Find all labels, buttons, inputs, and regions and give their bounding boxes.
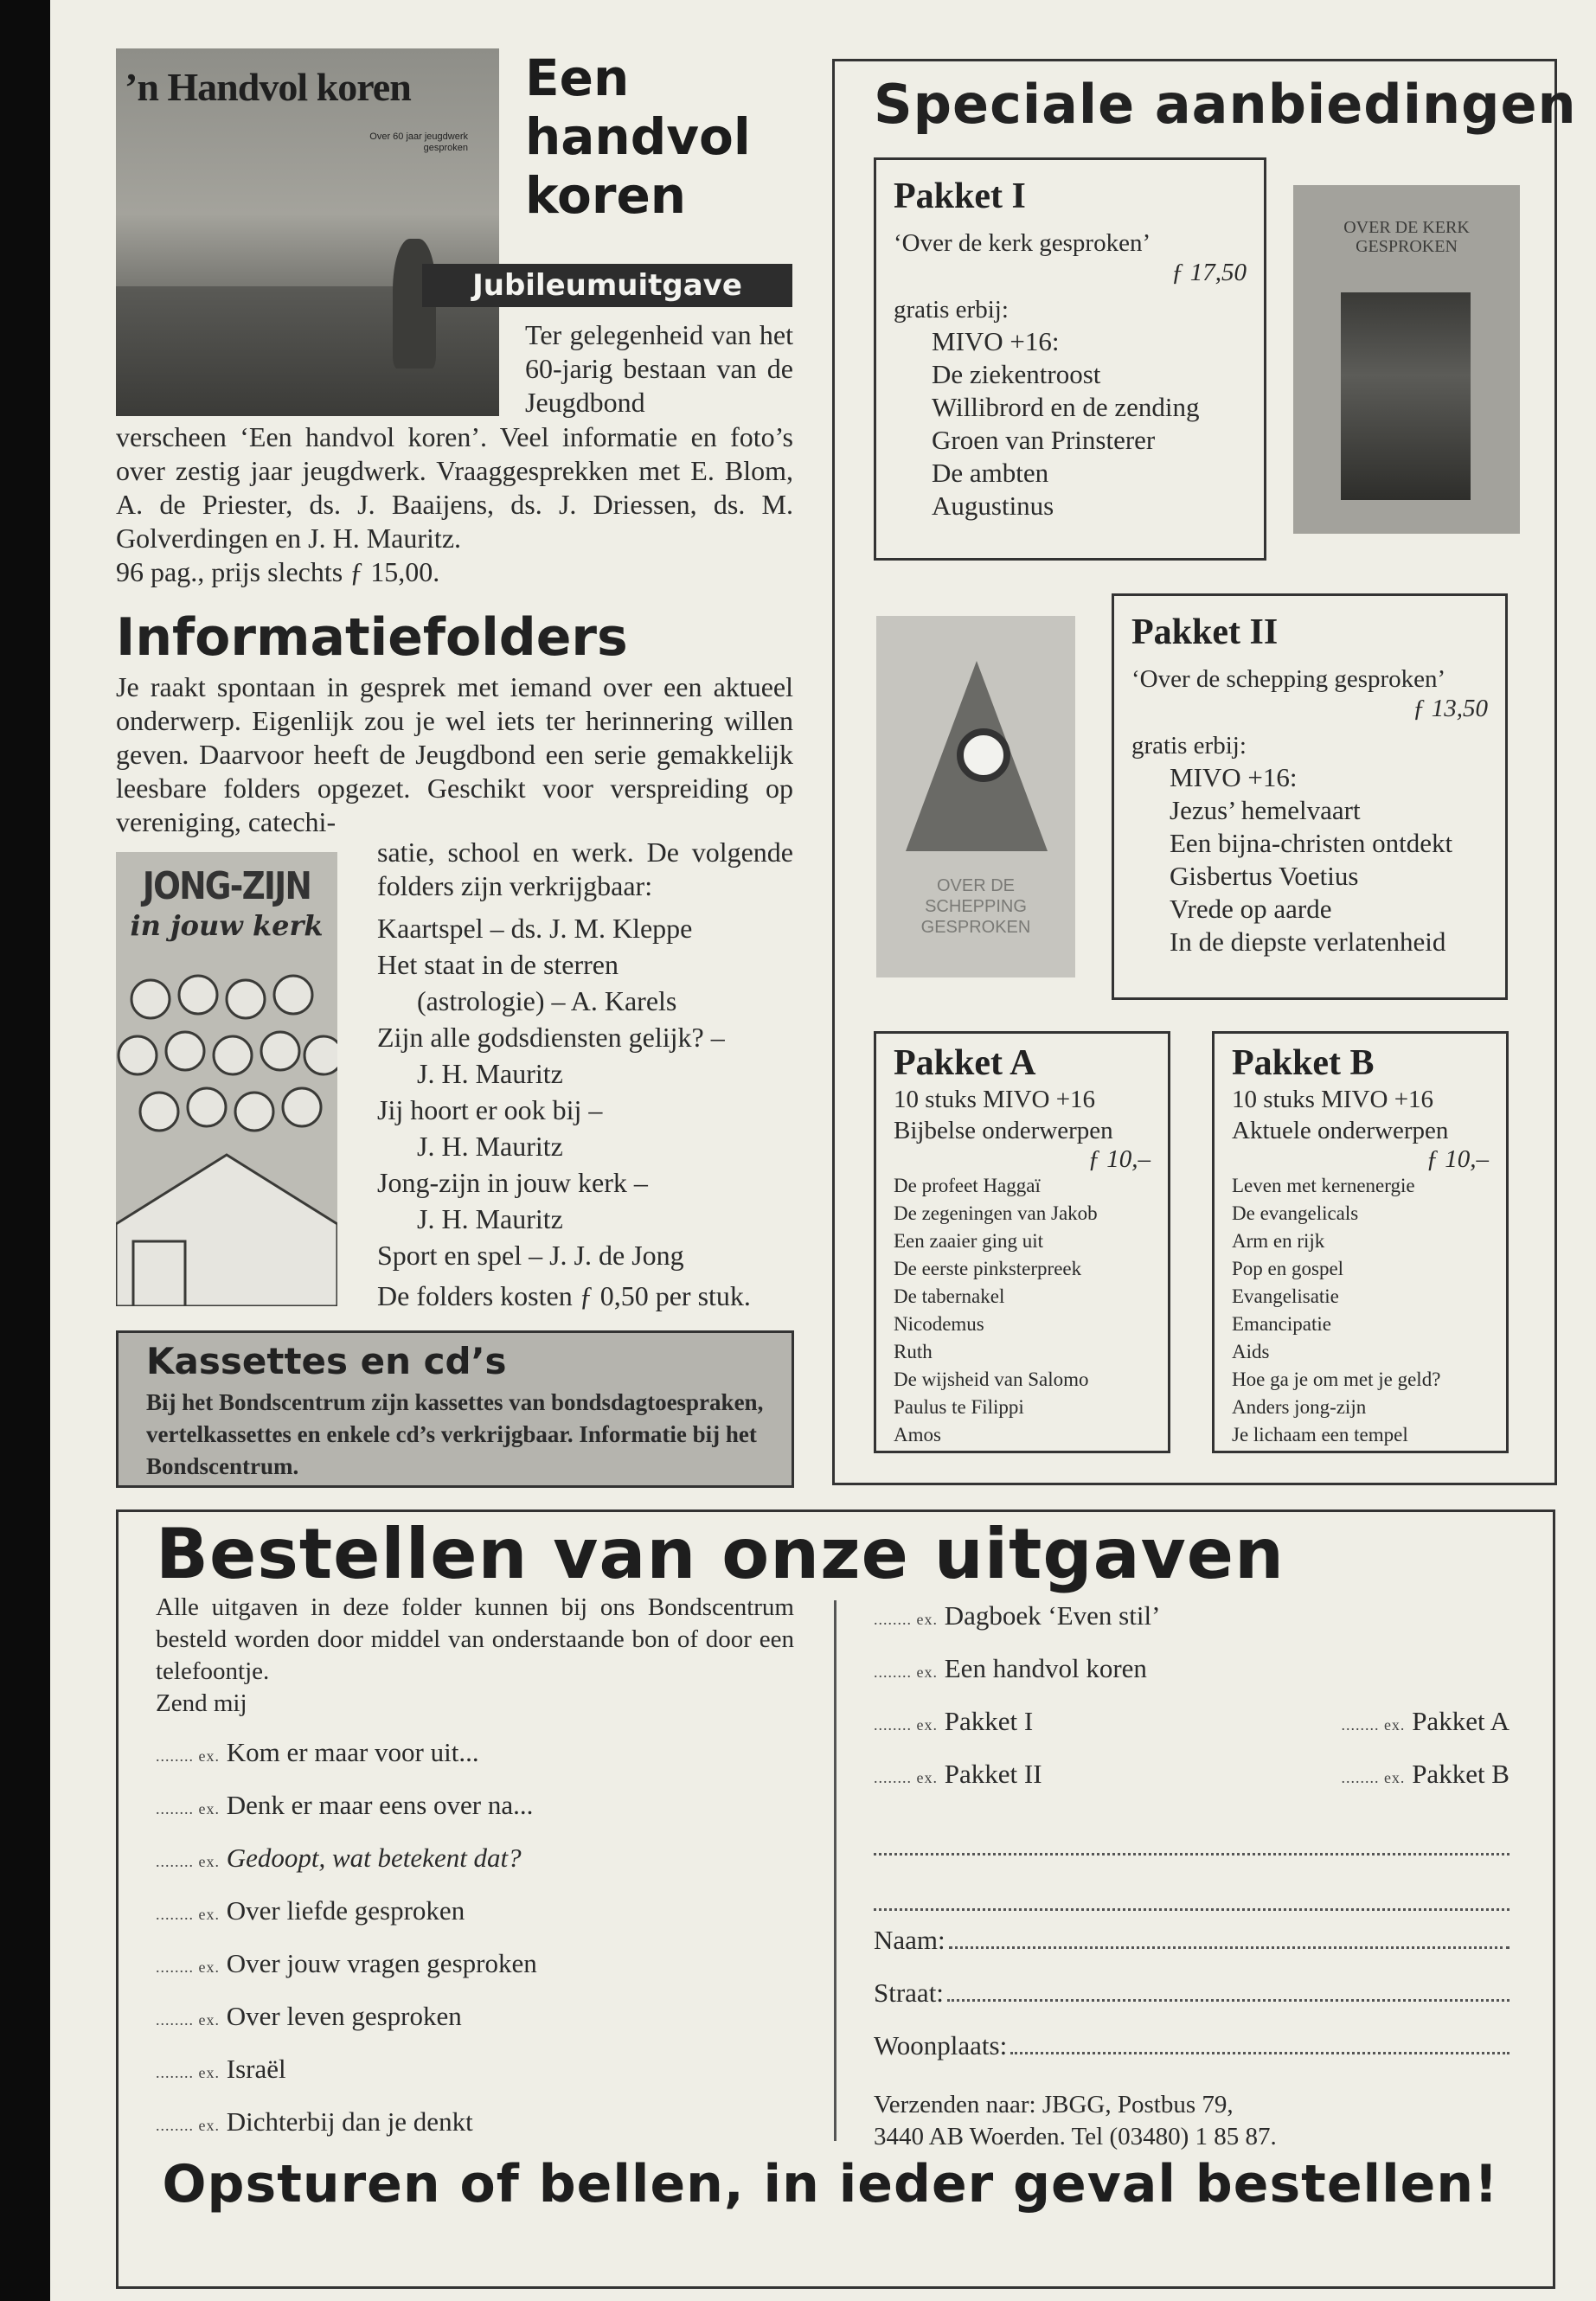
list-item: Anders jong-zijn xyxy=(1232,1396,1367,1418)
cover-schepping-ring xyxy=(957,728,1010,782)
order-item-label: Pakket I xyxy=(944,1706,1034,1736)
pakket-items xyxy=(894,325,1247,522)
pakket-line: 10 stuks MIVO +16 xyxy=(1232,1086,1434,1113)
quantity-field[interactable]: ........ ex. xyxy=(156,1906,220,1923)
quantity-field[interactable]: ........ ex. xyxy=(156,1800,220,1817)
order-item-label: Dichterbij dan je denkt xyxy=(226,2106,473,2137)
pakket-a-box xyxy=(874,1031,1170,1453)
list-item xyxy=(377,1092,793,1164)
list-item: In de diepste verlatenheid xyxy=(1170,926,1446,957)
kassettes-box xyxy=(116,1330,794,1488)
order-row xyxy=(874,1706,1509,1759)
order-pakket-a[interactable] xyxy=(1341,1706,1509,1759)
list-item: Een bijna-christen ontdekt xyxy=(1170,828,1453,858)
list-item: De profeet Haggaï xyxy=(894,1175,1041,1196)
quantity-field[interactable]: ........ ex. xyxy=(156,1958,220,1976)
pakket-line: Bijbelse onderwerpen xyxy=(894,1117,1113,1144)
order-pakket-1[interactable] xyxy=(874,1706,1033,1759)
kassettes-heading: Kassettes en cd’s xyxy=(146,1340,507,1382)
order-item-label: Dagboek ‘Even stil’ xyxy=(944,1600,1161,1631)
kassettes-text: Bij het Bondscentrum zijn kassettes van bondsdagtoespraken, vertelkassettes en enkele cd’s verkrijgbaar. Informatie bij het Bondscentrum. xyxy=(146,1389,764,1479)
jong-zijn-cover xyxy=(116,852,337,1306)
quantity-field[interactable]: ........ ex. xyxy=(1341,1769,1406,1786)
list-item: De evangelicals xyxy=(1232,1202,1359,1224)
address-line: Verzenden naar: JBGG, Postbus 79, xyxy=(874,2091,1234,2118)
informatiefolders-heading: Informatiefolders xyxy=(116,607,628,668)
list-item: Hoe ga je om met je geld? xyxy=(1232,1368,1441,1390)
bestellen-intro-text: Alle uitgaven in deze folder kunnen bij ons Bondscentrum besteld worden door middel van onderstaande bon of door een telefoontje. xyxy=(156,1593,794,1685)
pakket-price: ƒ 17,50 xyxy=(1171,259,1247,286)
pakket-1-box xyxy=(874,157,1266,561)
order-row[interactable] xyxy=(156,2054,796,2106)
quantity-field[interactable]: ........ ex. xyxy=(156,2117,220,2134)
order-row[interactable] xyxy=(156,1737,796,1790)
list-item xyxy=(377,946,793,1019)
column-divider xyxy=(834,1600,836,2141)
list-item: Een zaaier ging uit xyxy=(894,1230,1044,1252)
list-item: De eerste pinksterpreek xyxy=(894,1258,1082,1279)
list-item: Amos xyxy=(894,1424,941,1445)
order-row[interactable] xyxy=(156,1948,796,2001)
pakket-line: Aktuele onderwerpen xyxy=(1232,1117,1449,1144)
handvol-koren-cover xyxy=(116,48,499,416)
quantity-field[interactable]: ........ ex. xyxy=(874,1663,938,1681)
order-form-right xyxy=(874,1600,1509,2153)
cover-kerk-title: OVER DE KERK GESPROKEN xyxy=(1343,218,1470,256)
order-row[interactable] xyxy=(156,1895,796,1948)
list-item: MIVO +16: xyxy=(932,326,1060,356)
list-item xyxy=(377,1019,793,1092)
pakket-2-box xyxy=(1112,593,1508,1000)
order-item-label: Kom er maar voor uit... xyxy=(226,1737,479,1767)
order-item-label: Een handvol koren xyxy=(944,1653,1147,1683)
list-item: Je lichaam een tempel xyxy=(1232,1424,1408,1445)
list-item: MIVO +16: xyxy=(1170,762,1298,792)
pakket-price: ƒ 10,– xyxy=(1426,1145,1489,1173)
jong-cover-subtitle: in jouw kerk xyxy=(130,909,324,942)
jubileum-banner: Jubileumuitgave xyxy=(422,264,792,307)
cover-subtitle: Over 60 jaar jeugdwerk gesproken xyxy=(369,131,468,153)
list-item xyxy=(377,1237,793,1273)
order-call-to-action: Opsturen of bellen, in ieder geval bestellen! xyxy=(162,2154,1499,2214)
pakket-title: ‘Over de schepping gesproken’ xyxy=(1131,665,1446,693)
folder-author: J. H. Mauritz xyxy=(417,1058,563,1089)
list-item: Augustinus xyxy=(932,490,1054,521)
list-item: Leven met kernenergie xyxy=(1232,1175,1415,1196)
pakket-name: Pakket B xyxy=(1232,1043,1375,1083)
quantity-field[interactable]: ........ ex. xyxy=(874,1611,938,1628)
order-row[interactable] xyxy=(156,2106,796,2159)
list-item: De ziekentroost xyxy=(932,359,1101,389)
list-item: Jezus’ hemelvaart xyxy=(1170,795,1361,825)
pakket-items xyxy=(1131,761,1488,958)
informatiefolders-paragraph: Je raakt spontaan in gesprek met iemand over een aktueel onderwerp. Eigenlijk zou je wel iets ter herinnering willen geven. Daarvoor heeft de Jeugdbond een serie gemakkelijk leesbare folders opgezet. Geschikt voor verspreiding op vereniging, catechi- xyxy=(116,671,793,837)
handvol-price: 96 pag., prijs slechts ƒ 15,00. xyxy=(116,556,440,587)
woonplaats-input[interactable] xyxy=(1010,2028,1509,2054)
order-row[interactable] xyxy=(156,2001,796,2054)
list-item: De ambten xyxy=(932,458,1049,488)
quantity-field[interactable]: ........ ex. xyxy=(874,1716,938,1734)
naam-field[interactable] xyxy=(874,1922,1509,1975)
order-pakket-2[interactable] xyxy=(874,1759,1042,1811)
cover-kerk-image xyxy=(1341,292,1471,500)
over-de-schepping-cover xyxy=(876,616,1075,977)
folder-title: Jij hoort er ook bij – xyxy=(377,1094,603,1125)
quantity-field[interactable]: ........ ex. xyxy=(156,2011,220,2029)
send-address xyxy=(874,2089,1509,2153)
list-item: De wijsheid van Salomo xyxy=(894,1368,1089,1390)
zend-mij-label: Zend mij xyxy=(156,1689,247,1717)
quantity-field[interactable]: ........ ex. xyxy=(874,1769,938,1786)
list-item: Gisbertus Voetius xyxy=(1170,861,1359,891)
list-item: De zegeningen van Jakob xyxy=(894,1202,1098,1224)
folder-title: Kaartspel – ds. J. M. Kleppe xyxy=(377,913,693,944)
address-line: 3440 AB Woerden. Tel (03480) 1 85 87. xyxy=(874,2123,1277,2150)
order-item-label: Israël xyxy=(226,2054,286,2084)
folder-title: Jong-zijn in jouw kerk – xyxy=(377,1167,648,1198)
straat-label: Straat: xyxy=(874,1977,944,2008)
order-form-left xyxy=(156,1737,796,2159)
woonplaats-label: Woonplaats: xyxy=(874,2030,1008,2061)
straat-field[interactable] xyxy=(874,1975,1509,2028)
list-item: De tabernakel xyxy=(894,1285,1005,1307)
handvol-description xyxy=(116,420,793,589)
cover-schepping-title: OVER DE SCHEPPING GESPROKEN xyxy=(920,876,1031,937)
list-item: Ruth xyxy=(894,1341,933,1362)
order-item-label: Pakket II xyxy=(944,1759,1042,1789)
order-row[interactable] xyxy=(874,1653,1509,1706)
order-row xyxy=(874,1759,1509,1811)
order-item-label: Over jouw vragen gesproken xyxy=(226,1948,537,1978)
pakket-price: ƒ 13,50 xyxy=(1413,695,1488,722)
heading-line: koren xyxy=(525,166,687,225)
pakket-gratis: gratis erbij: xyxy=(894,296,1009,324)
list-item: Paulus te Filippi xyxy=(894,1396,1024,1418)
cover-title: ’n Handvol koren xyxy=(125,65,411,109)
folder-title: Sport en spel – J. J. de Jong xyxy=(377,1240,684,1271)
list-item: Arm en rijk xyxy=(1232,1230,1325,1252)
quantity-field[interactable]: ........ ex. xyxy=(1341,1716,1406,1734)
naam-label: Naam: xyxy=(874,1925,945,1955)
free-entry-line[interactable] xyxy=(874,1811,1509,1856)
order-row[interactable] xyxy=(874,1600,1509,1653)
folder-author: J. H. Mauritz xyxy=(417,1131,563,1162)
over-de-kerk-cover xyxy=(1293,185,1520,534)
order-item-label: Over liefde gesproken xyxy=(226,1895,465,1926)
jong-cover-title: JONG-ZIJN xyxy=(142,864,311,908)
list-item: Nicodemus xyxy=(894,1313,984,1335)
folder-list xyxy=(377,910,793,1273)
list-item: Willibrord en de zending xyxy=(932,392,1200,422)
quantity-field[interactable]: ........ ex. xyxy=(156,1747,220,1765)
folder-author: J. H. Mauritz xyxy=(417,1203,563,1234)
pakket-name: Pakket A xyxy=(894,1043,1036,1083)
list-item xyxy=(377,910,793,946)
binding-edge xyxy=(0,0,50,2301)
quantity-field[interactable]: ........ ex. xyxy=(156,1853,220,1870)
pakket-items xyxy=(894,1172,1151,1449)
quantity-field[interactable]: ........ ex. xyxy=(156,2064,220,2081)
order-item-label: Denk er maar eens over na... xyxy=(226,1790,534,1820)
heading-line: Een xyxy=(525,48,630,107)
list-item: Aids xyxy=(1232,1341,1270,1362)
free-entry-line[interactable] xyxy=(874,1867,1509,1911)
folder-author: (astrologie) – A. Karels xyxy=(417,985,677,1016)
list-item: Vrede op aarde xyxy=(1170,894,1332,924)
bestellen-heading: Bestellen van onze uitgaven xyxy=(156,1514,1285,1594)
heading-line: handvol xyxy=(525,107,751,166)
informatiefolders-paragraph-2: satie, school en werk. De volgende folders zijn verkrijgbaar: xyxy=(377,836,793,901)
order-item-label: Over leven gesproken xyxy=(226,2001,462,2031)
order-item-label: Pakket B xyxy=(1412,1759,1509,1789)
pakket-items xyxy=(1232,1172,1489,1449)
handvol-heading xyxy=(525,48,751,225)
woonplaats-field[interactable] xyxy=(874,2028,1509,2080)
list-item: Evangelisatie xyxy=(1232,1285,1339,1307)
list-item: Pop en gospel xyxy=(1232,1258,1344,1279)
list-item xyxy=(377,1164,793,1237)
order-row[interactable] xyxy=(156,1790,796,1843)
speciale-heading: Speciale aanbiedingen xyxy=(874,73,1577,136)
folder-title: Het staat in de sterren xyxy=(377,949,619,980)
straat-input[interactable] xyxy=(947,1975,1509,2002)
pakket-gratis: gratis erbij: xyxy=(1131,732,1247,760)
order-item-label: Pakket A xyxy=(1412,1706,1509,1736)
list-item: Emancipatie xyxy=(1232,1313,1331,1335)
order-item-label: Gedoopt, wat betekent dat? xyxy=(226,1843,522,1873)
folder-title: Zijn alle godsdiensten gelijk? – xyxy=(377,1022,725,1053)
order-row[interactable] xyxy=(156,1843,796,1895)
crowd-illustration xyxy=(116,965,337,1306)
list-item: Groen van Prinsterer xyxy=(932,425,1156,455)
naam-input[interactable] xyxy=(949,1922,1509,1949)
handvol-intro: Ter gelegenheid van het 60-jarig bestaan van de Jeugdbond xyxy=(525,319,793,418)
pakket-b-box xyxy=(1212,1031,1509,1453)
bestellen-intro xyxy=(156,1592,794,1720)
pakket-name: Pakket I xyxy=(894,176,1026,216)
pakket-line: 10 stuks MIVO +16 xyxy=(894,1086,1096,1113)
handvol-description-text: verscheen ‘Een handvol koren’. Veel informatie en foto’s over zestig jaar jeugdwerk. Vraaggesprekken met E. Blom, A. de Priester, ds. J. Baaijens, ds. J. Driessen, ds. M. Golverdingen en J. H. Mauritz. xyxy=(116,421,793,554)
pakket-price: ƒ 10,– xyxy=(1087,1145,1151,1173)
pakket-title: ‘Over de kerk gesproken’ xyxy=(894,229,1151,257)
folder-cost: De folders kosten ƒ 0,50 per stuk. xyxy=(377,1280,751,1311)
pakket-name: Pakket II xyxy=(1131,612,1279,652)
order-pakket-b[interactable] xyxy=(1341,1759,1509,1811)
